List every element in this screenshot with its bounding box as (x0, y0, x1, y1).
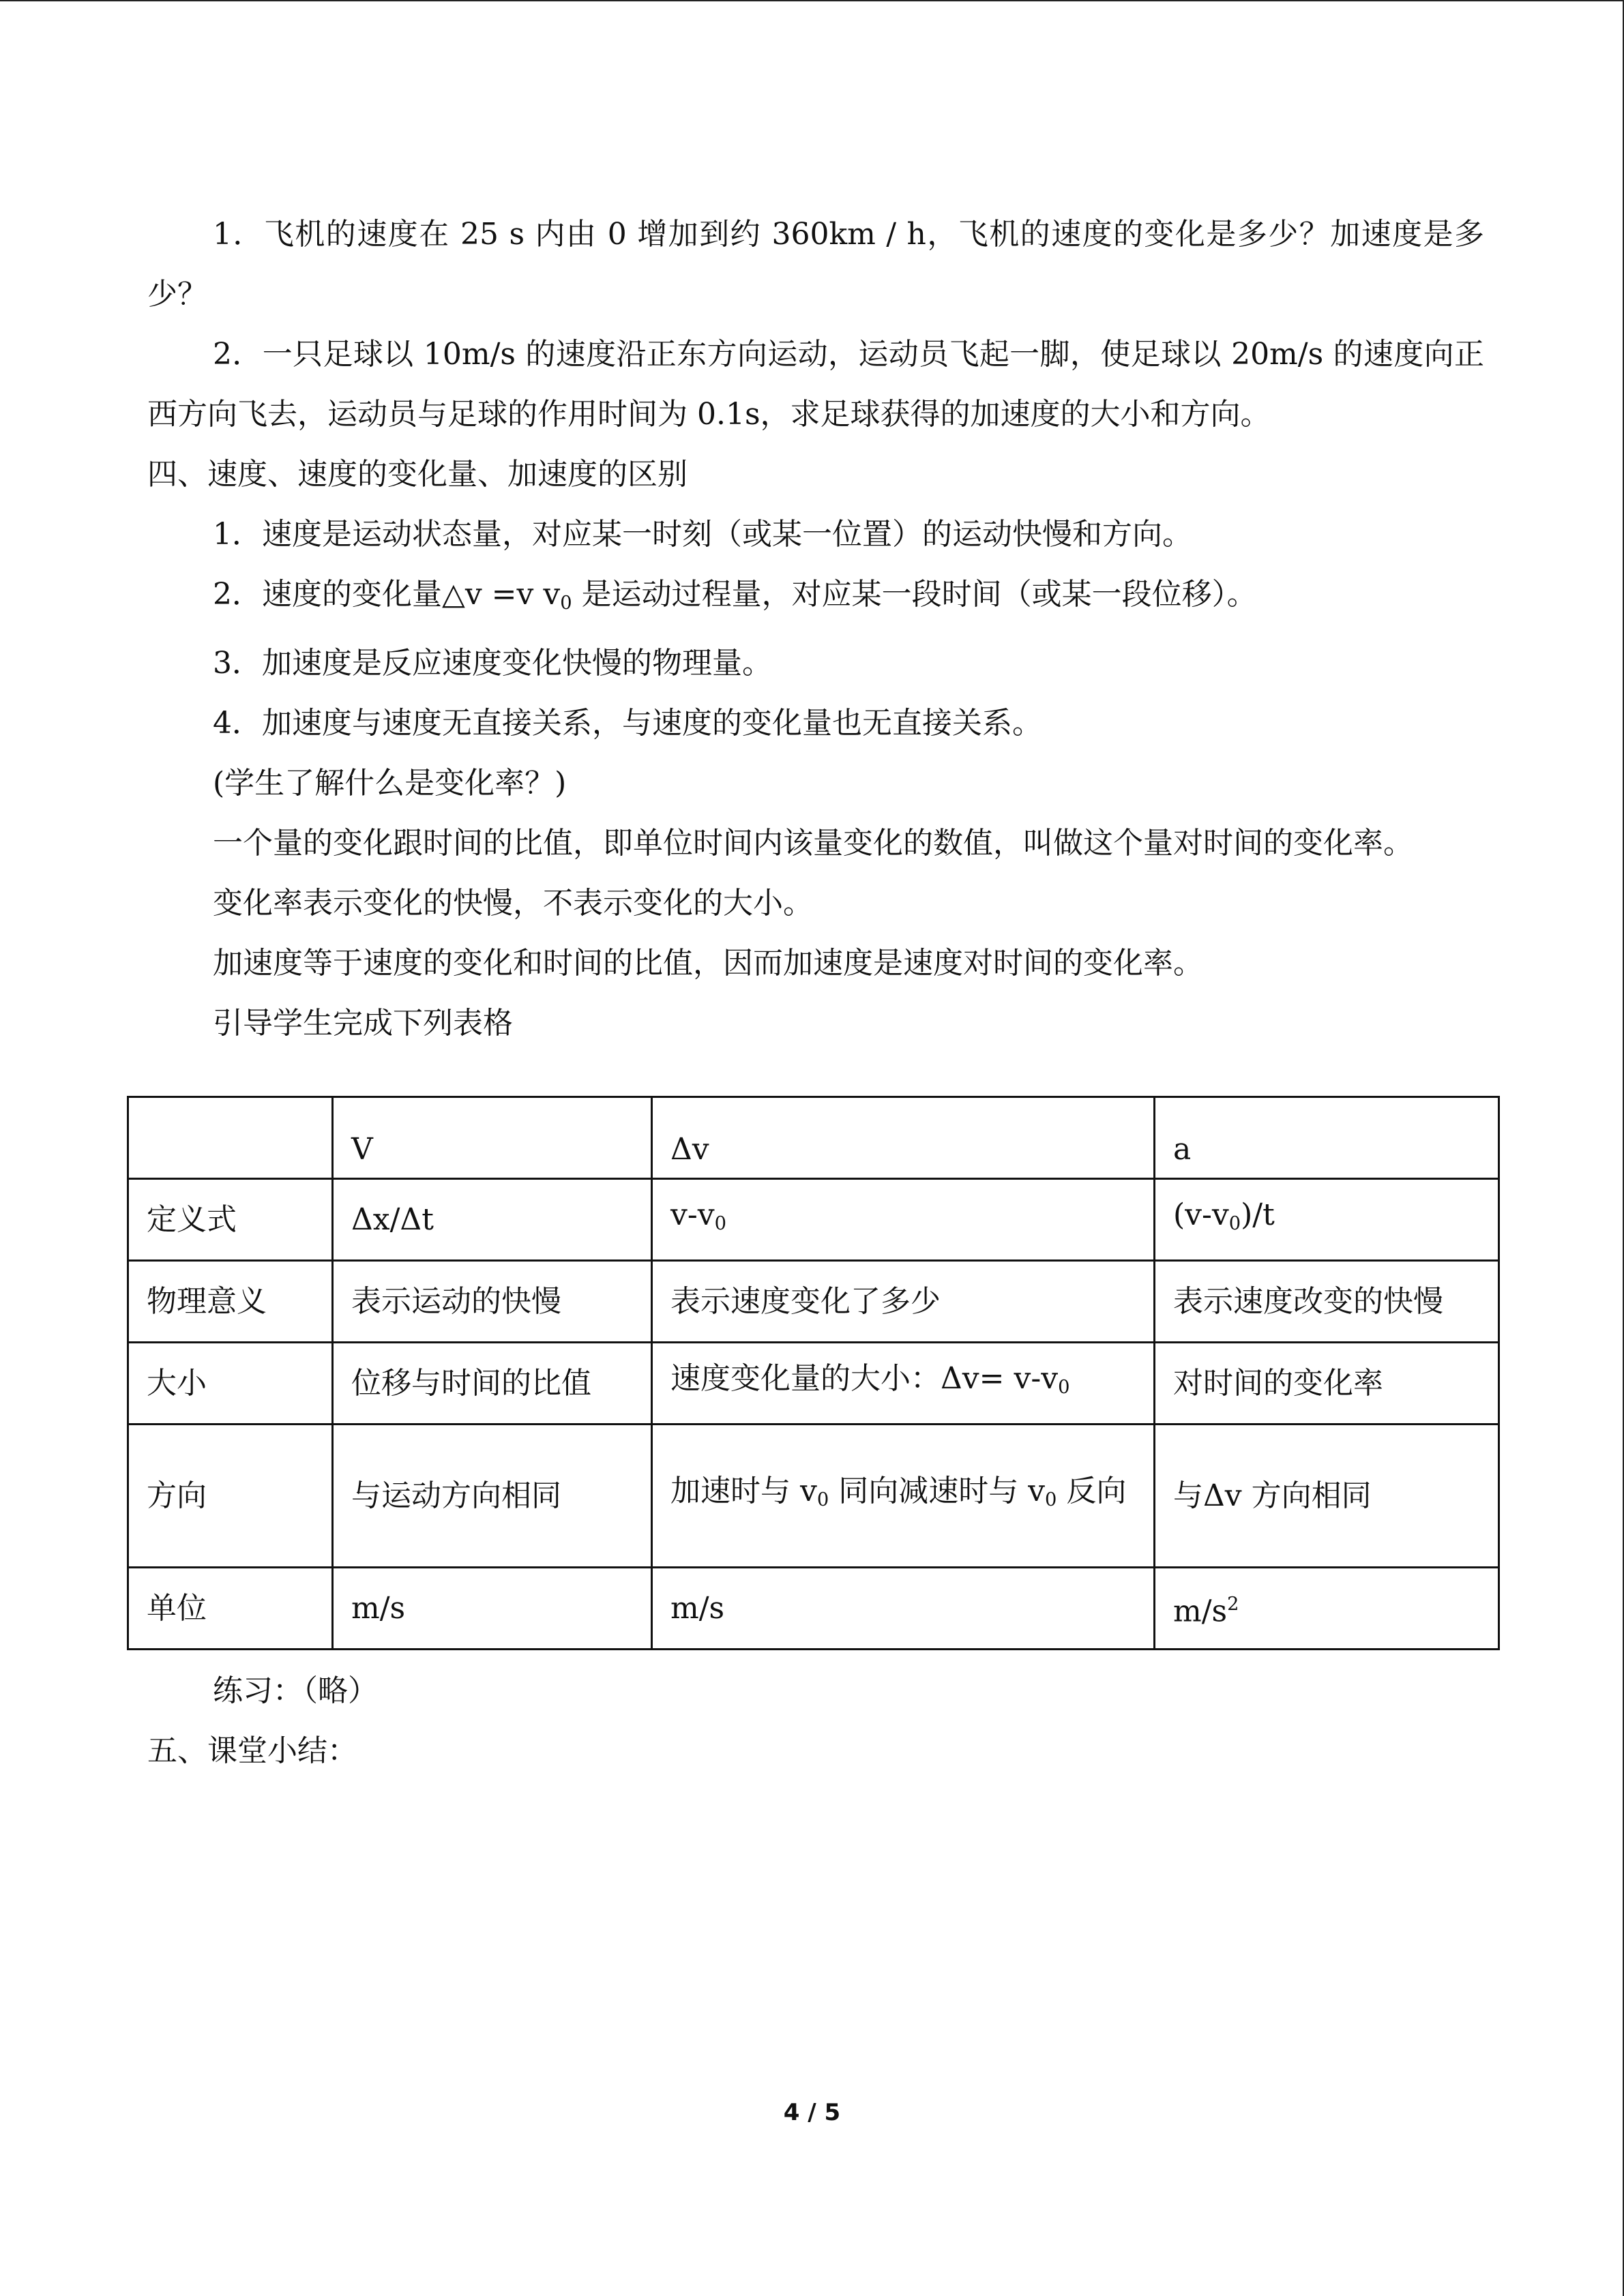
acceleration-rate: 加速度等于速度的变化和时间的比值，因而加速度是速度对时间的变化率。 (213, 945, 1203, 981)
cell-delta-v (652, 1425, 1155, 1568)
row-label: 单位 (128, 1568, 333, 1650)
formula-text: v-v (670, 1197, 715, 1233)
table-row-meaning (128, 1261, 1499, 1343)
cell-a (1155, 1568, 1499, 1650)
point-4: 4．加速度与速度无直接关系，与速度的变化量也无直接关系。 (213, 705, 1042, 741)
header-cell-v: V (333, 1097, 652, 1179)
point-2-subscript: 0 (560, 592, 572, 614)
rate-note: (学生了解什么是变化率？) (213, 765, 567, 801)
rate-meaning: 变化率表示变化的快慢，不表示变化的大小。 (213, 885, 813, 921)
row-label: 定义式 (128, 1179, 333, 1261)
formula-subscript: 0 (714, 1212, 726, 1234)
formula-text: 速度变化量的大小：Δv= v-v (670, 1361, 1059, 1397)
formula-subscript: 0 (1228, 1212, 1241, 1234)
direction-text: 同向减速时与 v (829, 1474, 1046, 1509)
cell-delta-v: m/s (652, 1568, 1155, 1650)
cell-v: 表示运动的快慢 (333, 1261, 652, 1343)
cell-v: 位移与时间的比值 (333, 1343, 652, 1425)
section-5-heading: 五、课堂小结： (147, 1733, 357, 1768)
cell-a: 与Δv 方向相同 (1155, 1425, 1499, 1568)
point-2 (147, 565, 1484, 633)
cell-a: 表示速度改变的快慢 (1155, 1261, 1499, 1343)
rate-definition: 一个量的变化跟时间的比值，即单位时间内该量变化的数值，叫做这个量对时间的变化率。 (213, 825, 1413, 861)
direction-subscript: 0 (816, 1489, 829, 1510)
point-2-text-a: 2．速度的变化量△v =v (213, 577, 544, 612)
cell-v: Δx/Δt (333, 1179, 652, 1261)
cell-delta-v (652, 1343, 1155, 1425)
table-intro: 引导学生完成下列表格 (213, 1005, 513, 1041)
cell-delta-v (652, 1179, 1155, 1261)
row-label: 物理意义 (128, 1261, 333, 1343)
section-4-heading: 四、速度、速度的变化量、加速度的区别 (147, 457, 688, 492)
formula-subscript: 0 (1058, 1376, 1070, 1398)
cell-a: 对时间的变化率 (1155, 1343, 1499, 1425)
document-body (147, 205, 1484, 1054)
header-cell-empty (128, 1097, 333, 1179)
after-table-section (147, 1661, 1484, 1781)
page-number: 4 / 5 (783, 2099, 841, 2126)
direction-subscript: 0 (1045, 1489, 1057, 1510)
point-2-text-b: 是运动过程量，对应某一段时间（或某一段位移）。 (572, 577, 1257, 612)
header-cell-a: a (1155, 1097, 1499, 1179)
point-2-v: v (543, 577, 561, 612)
cell-delta-v: 表示速度变化了多少 (652, 1261, 1155, 1343)
cell-v: m/s (333, 1568, 652, 1650)
unit-text: m/s (1173, 1594, 1228, 1629)
point-1: 1．速度是运动状态量，对应某一时刻（或某一位置）的运动快慢和方向。 (213, 517, 1192, 552)
comparison-table-wrap (127, 1096, 1500, 1650)
table-row-unit (128, 1568, 1499, 1650)
question-1: 1．飞机的速度在 25 s 内由 0 增加到约 360km / h，飞机的速度的变化是多少？加速度是多少？ (147, 217, 1484, 312)
table-header-row (128, 1097, 1499, 1179)
header-cell-delta-v: Δv (652, 1097, 1155, 1179)
table-row-magnitude (128, 1343, 1499, 1425)
table-row-direction (128, 1425, 1499, 1568)
question-2: 2．一只足球以 10m/s 的速度沿正东方向运动，运动员飞起一脚，使足球以 20m/s 的速度向正西方向飞去，运动员与足球的作用时间为 0.1s，求足球获得的加速度的大小和方向。 (147, 337, 1484, 432)
formula-text: (v-v (1173, 1197, 1229, 1233)
comparison-table (127, 1096, 1500, 1650)
table-row-definition (128, 1179, 1499, 1261)
exercise-line: 练习：（略） (213, 1673, 378, 1708)
row-label: 方向 (128, 1425, 333, 1568)
row-label: 大小 (128, 1343, 333, 1425)
unit-superscript: 2 (1227, 1594, 1239, 1615)
cell-v: 与运动方向相同 (333, 1425, 652, 1568)
cell-a (1155, 1179, 1499, 1261)
formula-text: )/t (1241, 1197, 1275, 1233)
direction-text: 反向 (1057, 1474, 1127, 1509)
direction-text: 加速时与 v (670, 1474, 817, 1509)
point-3: 3．加速度是反应速度变化快慢的物理量。 (213, 645, 772, 681)
